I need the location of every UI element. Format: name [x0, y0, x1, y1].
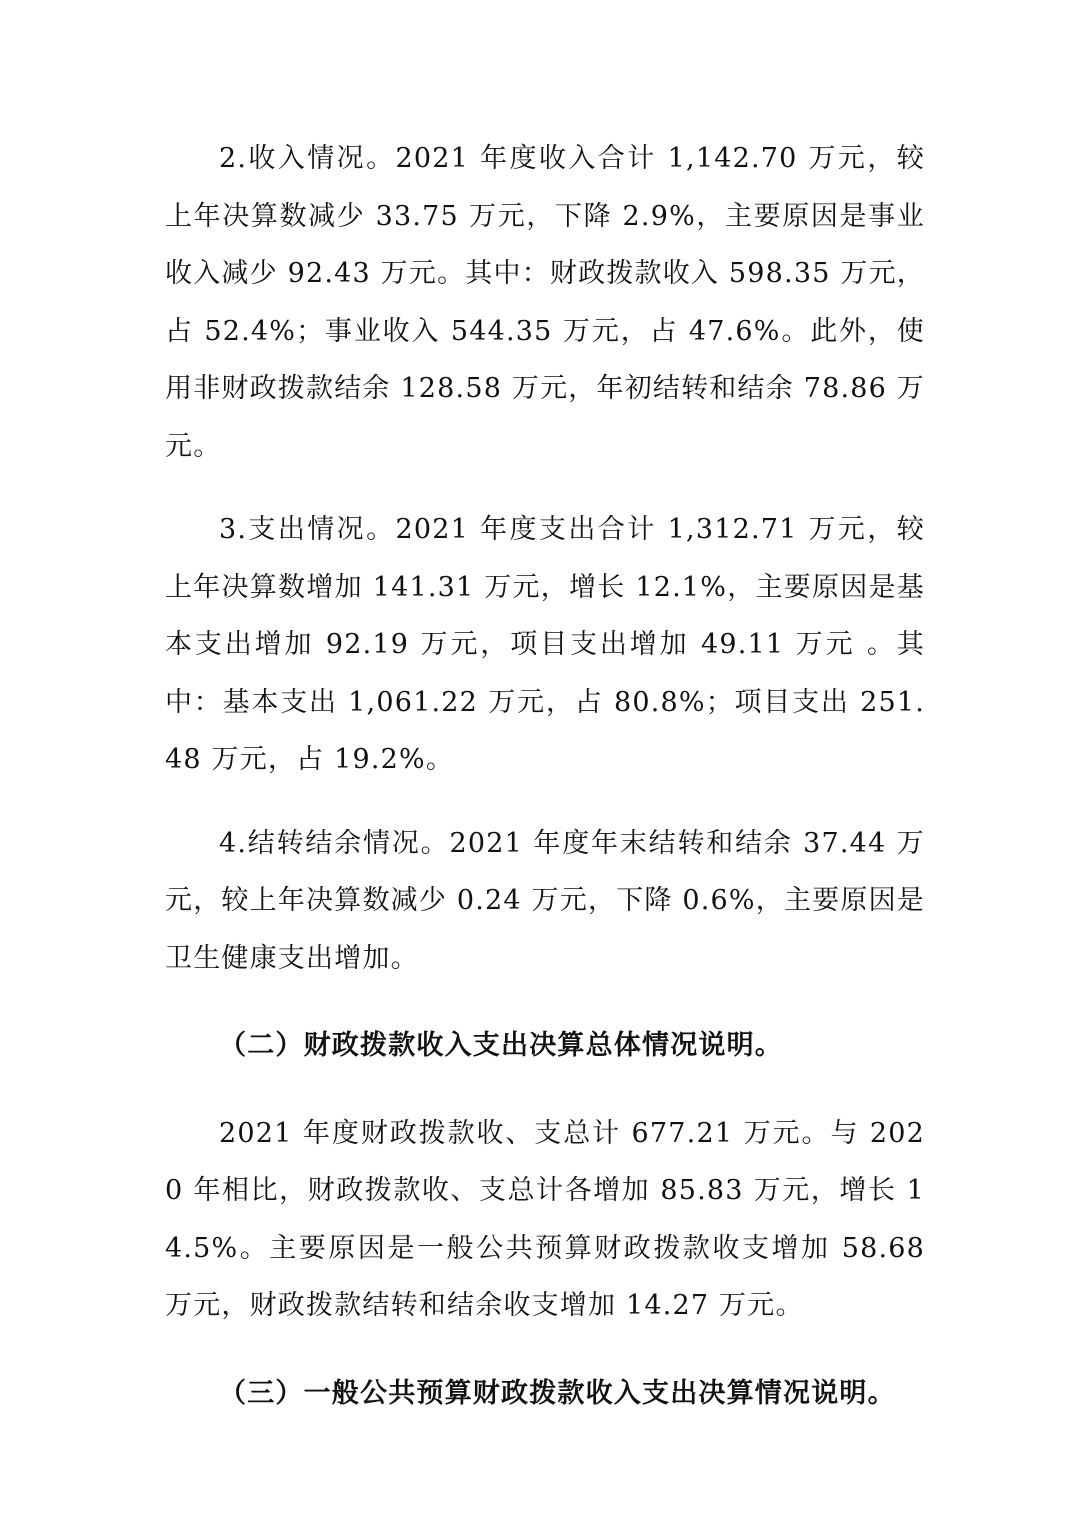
section-heading-general-budget: （三）一般公共预算财政拨款收入支出决算情况说明。 — [219, 1377, 896, 1409]
paragraph-expenditure: 3.支出情况。2021 年度支出合计 1,312.71 万元，较上年决算数增加 141.31 万元，增长 12.1%，主要原因是基本支出增加 92.19 万元，项目支出增加 49.11 万元 。其中：基本支出 1,061.22 万元，占 80.8%；项目支出 251.48 万元，占 19.2%。 — [165, 514, 925, 775]
paragraph-carryover: 4.结转结余情况。2021 年度年末结转和结余 37.44 万元，较上年决算数减少 0.24 万元，下降 0.6%，主要原因是卫生健康支出增加。 — [165, 827, 925, 974]
paragraph-fiscal-overall: 2021 年度财政拨款收、支总计 677.21 万元。与 2020 年相比，财政拨款收、支总计各增加 85.83 万元，增长 14.5%。主要原因是一般公共预算财政拨款收支增加 58.68 万元，财政拨款结转和结余收支增加 14.27 万元。 — [165, 1117, 925, 1321]
paragraph-income: 2.收入情况。2021 年度收入合计 1,142.70 万元，较上年决算数减少 33.75 万元，下降 2.9%，主要原因是事业收入减少 92.43 万元。其中：财政拨款收入 598.35 万元，占 52.4%；事业收入 544.35 万元，占 47.6%。此外，使用非财政拨款结余 128.58 万元，年初结转和结余 78.86 万元。 — [165, 143, 925, 462]
section-heading-fiscal-overall: （二）财政拨款收入支出决算总体情况说明。 — [219, 1030, 783, 1061]
